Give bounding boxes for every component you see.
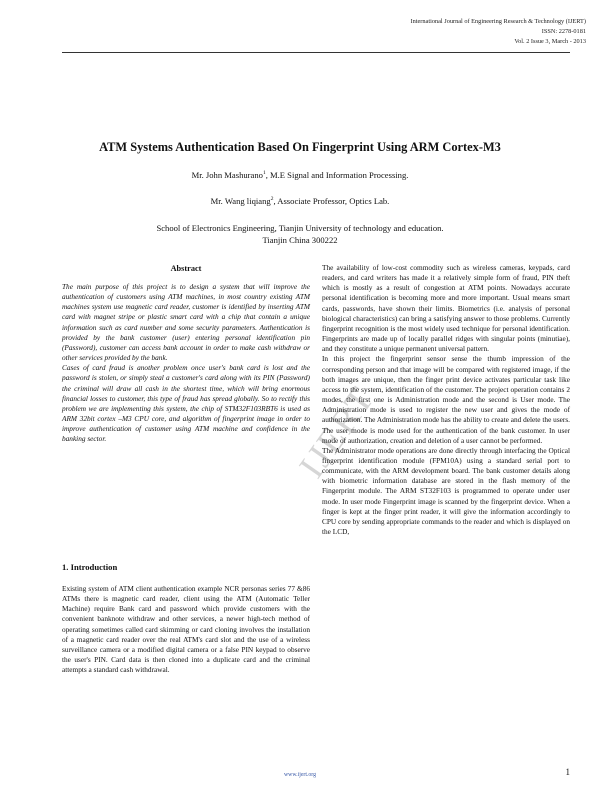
affiliation-line-1: School of Electronics Engineering, Tianjin University of technology and education. <box>156 223 444 233</box>
paper-title: ATM Systems Authentication Based On Fingerprint Using ARM Cortex-M3 <box>99 140 501 154</box>
author-affil: , Associate Professor, Optics Lab. <box>273 196 390 206</box>
volume-issue: Vol. 2 Issue 3, March - 2013 <box>514 37 586 45</box>
right-paragraph-3: The Administrator mode operations are done directly through interfacing the Optical fingerprint identification module (FPM10A) using a standard serial port to communicate, with the ARM development board. The bank customer details along with biometric information database are stored in the flash memory of the Fingerprint module. The ARM ST32F103 is programmed to operate under user mode. In user mode Fingerprint image is scanned by the fingerprint device. When a finger is kept at the finger print reader, it will give the information accordingly to CPU core by sending appropriate commands to the reader and which is displayed on the LCD, <box>322 445 570 537</box>
header-rule <box>62 52 570 53</box>
author-name: Mr. John Mashurano <box>191 170 263 180</box>
author-2 <box>0 196 600 206</box>
intro-heading: 1. Introduction <box>62 562 118 572</box>
author-affil: , M.E Signal and Information Processing. <box>265 170 409 180</box>
right-paragraph-1: The availability of low-cost commodity such as wireless cameras, keypads, card readers, and card writers has made it a relatively simple form of fraud, PIN theft which is mostly as a result of congestion at ATM points. Nowadays accurate personal identification is becoming more and more important. Usual means smart cards, passwords, have shown their limits. Biometrics (i.e. analysis of personal biological characteristics) can bring a satisfying answer to those problems. Currently fingerprint recognition is the most widely used technique for personal identification. Fingerprints are made up of locally parallel ridges with singular points (minutiae), and they constitute a unique permanent universal pattern. <box>322 263 570 354</box>
abstract-paragraph-2: Cases of card fraud is another problem once user's bank card is lost and the password is stolen, or simply steal a customer's card along with its PIN (Password) the criminal will draw all cash in the shortest time, which will bring enormous financial losses to customer, this type of fraud has spread globally. So to rectify this problem we are implementing this system, the chip of STM32F103RBT6 is used as ARM 32bit cortex –M3 CPU core, and algorithm of fingerprint image in order to improve authentication of customer using ATM machine and confidence in the banking sector. <box>62 363 310 444</box>
author-sup: 1 <box>262 170 266 177</box>
affiliation <box>0 223 600 246</box>
right-column <box>322 263 570 537</box>
intro-body <box>62 584 310 675</box>
right-paragraph-2: In this project the fingerprint sensor sense the thumb impression of the corresponding person and that image will be compared with registered image, if the both images are unique, then the finger print device activates particular task like access to the system, identification of the customer. The project operation contains 2 modes, the first one is Administration mode and the second is User mode. The Administration mode is used to register the new user and gives the mode of authorization. The Administration mode has the ability to create and delete the users. The user mode is mode used for the authentication of the bank customer. In user mode of authorization, creation and deletion of a user cannot be performed. <box>322 354 570 445</box>
author-sup: 2 <box>270 196 274 203</box>
journal-header <box>411 17 587 46</box>
issn: ISSN: 2278-0181 <box>541 27 586 35</box>
author-1 <box>0 170 600 180</box>
abstract-body <box>62 282 310 445</box>
abstract-heading: Abstract <box>170 264 202 273</box>
journal-name: International Journal of Engineering Research & Technology (IJERT) <box>410 18 586 25</box>
abstract-paragraph-1: The main purpose of this project is to design a system that will improve the authentication of customers using ATM machines, in most country existing ATM machines system use magnetic card reader, customer is identified by inserting ATM card with magnet stripe or plastic smart card with a chip that contain a unique information such as card number and some security parameters. Authentication is provided by the bank customer (user) entering personal identification pin (Password), customer can access bank account in order to make cash withdraw or other services provided by the bank. <box>62 282 310 363</box>
page-number: 1 <box>565 767 570 777</box>
footer-url[interactable]: www.ijert.org <box>283 772 317 778</box>
intro-paragraph-1: Existing system of ATM client authentication example NCR personas series 77 &86 ATMs there is magnetic card reader, client using the ATM (Automatic Teller Machine) require Bank card and password which provide customers with the convenient banknote withdraw and other services, a newer high-tech method of operating sometimes called card skimming or card cloning involves the installation of a magnetic card reader over the real ATM's card slot and the use of a wireless surveillance camera or a modified digital camera or a false PIN keypad to observe the user's PIN. Card data is then cloned into a duplicate card and the criminal attempts a standard cash withdrawal. <box>62 584 310 675</box>
watermark-text: IJERT <box>291 378 383 485</box>
affiliation-line-2: Tianjin China 300222 <box>262 234 338 245</box>
author-name: Mr. Wang liqiang <box>210 196 271 206</box>
